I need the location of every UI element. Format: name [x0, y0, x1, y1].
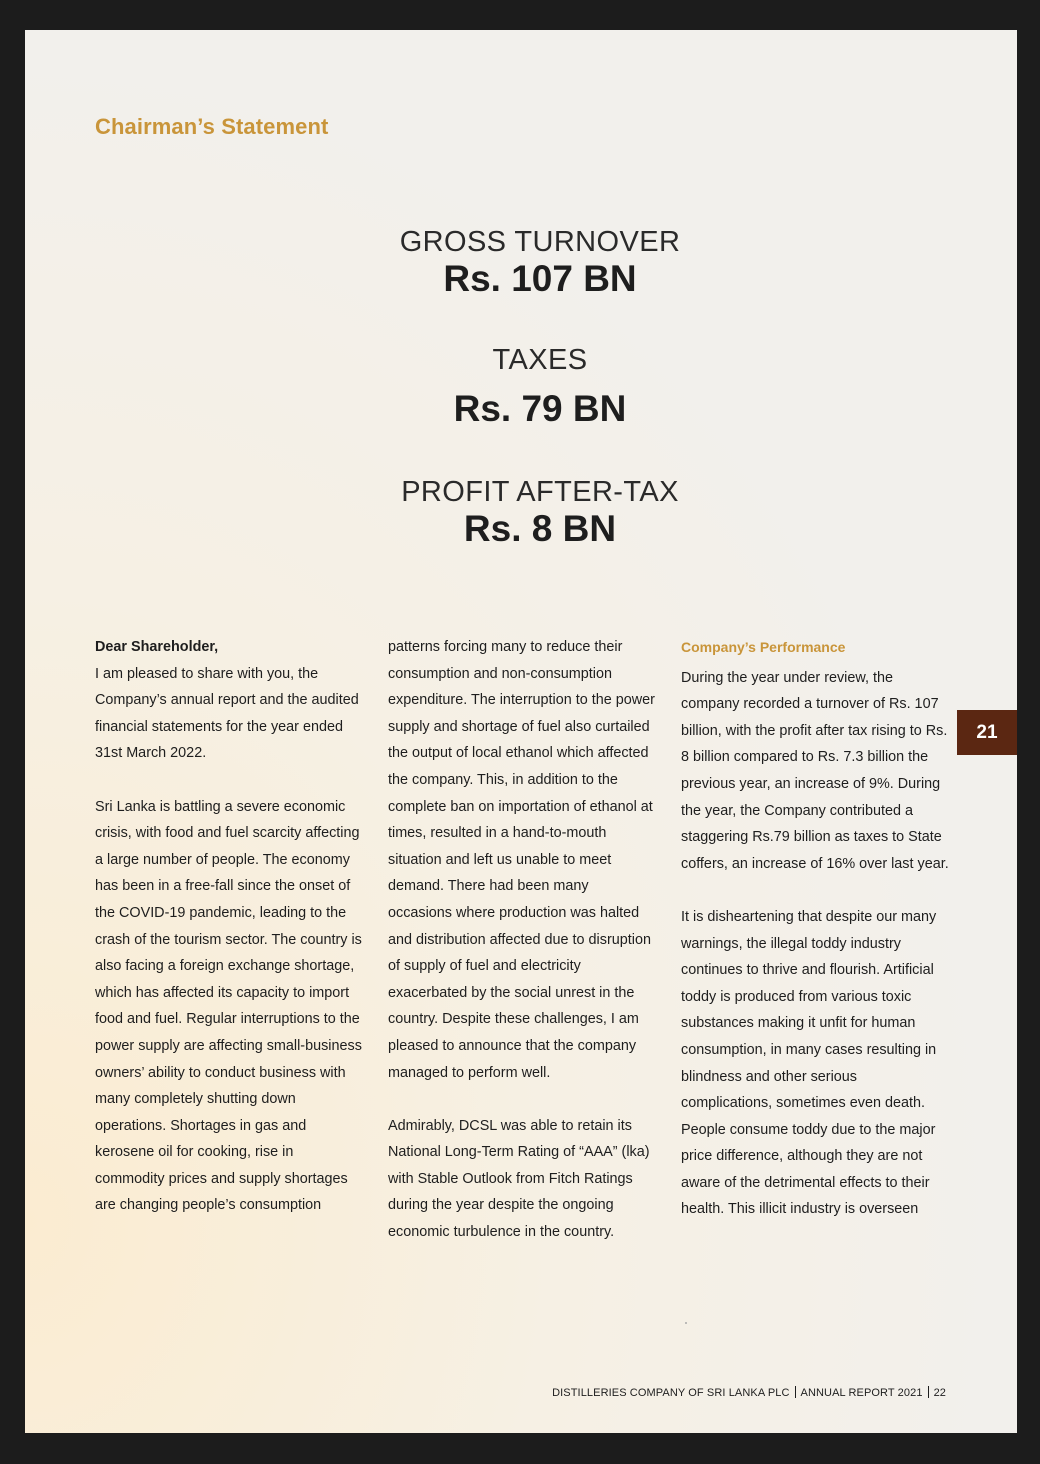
footer-divider — [795, 1386, 796, 1398]
stat-value: Rs. 8 BN — [463, 508, 617, 549]
text-column-2 — [388, 634, 656, 1272]
greeting: Dear Shareholder, — [95, 639, 219, 655]
text-column-3 — [681, 634, 949, 1250]
footer-divider — [928, 1386, 929, 1398]
stat-label: GROSS TURNOVER — [399, 226, 681, 258]
stat-value: Rs. 79 BN — [453, 388, 627, 429]
paragraph: During the year under review, the company recorded a turnover of Rs. 107 billion, with the profit after tax rising to Rs. 8 billion compared to Rs. 7.3 billion the previous year, an increase of 9%. During the year, the Company contributed a staggering Rs.79 billion as taxes to State coffers, an increase of 16% over last year. — [681, 669, 949, 872]
section-title: Chairman’s Statement — [95, 114, 329, 139]
text-column-1 — [95, 634, 363, 1246]
stat-label: PROFIT AFTER-TAX — [401, 476, 679, 508]
column-heading: Company’s Performance — [681, 639, 846, 655]
page-footer — [552, 1386, 946, 1399]
stat-gross-turnover — [25, 226, 1017, 300]
footer-company: DISTILLERIES COMPANY OF SRI LANKA PLC — [552, 1387, 790, 1399]
footer-page-number: 22 — [933, 1387, 946, 1399]
document-page — [25, 30, 1017, 1433]
paragraph: I am pleased to share with you, the Company’s annual report and the audited financial statements for the year ended 31st March 2022. — [95, 665, 359, 762]
paragraph: Admirably, DCSL was able to retain its National Long-Term Rating of “AAA” (lka) with Stable Outlook from Fitch Ratings during the year despite the ongoing economic turbulence in the country. — [388, 1117, 650, 1241]
page-tab: 21 — [957, 710, 1017, 755]
paragraph: patterns forcing many to reduce their consumption and non-consumption expenditure. The interruption to the power supply and shortage of fuel also curtailed the output of local ethanol which affected the company. This, in addition to the complete ban on importation of ethanol at times, resulted in a hand-to-mouth situation and left us unable to meet demand. There had been many occasions where production was halted and distribution affected due to disruption of supply of fuel and electricity exacerbated by the social unrest in the country. Despite these challenges, I am pleased to announce that the company managed to perform well. — [388, 639, 655, 1081]
stat-profit-after-tax — [25, 476, 1017, 550]
footer-report: ANNUAL REPORT 2021 — [800, 1387, 923, 1399]
stat-label: TAXES — [492, 344, 588, 376]
stat-value: Rs. 107 BN — [443, 258, 637, 299]
paragraph: It is disheartening that despite our many warnings, the illegal toddy industry continues to thrive and flourish. Artificial toddy is produced from various toxic substances making it unfit for human consumption, in many cases resulting in blindness and other serious complications, sometimes even death. People consume toddy due to the major price difference, although they are not aware of the detrimental effects to their health. This illicit industry is overseen — [681, 908, 937, 1218]
stat-taxes — [25, 344, 1017, 430]
speck — [685, 1322, 687, 1324]
paragraph: Sri Lanka is battling a severe economic crisis, with food and fuel scarcity affecting a large number of people. The economy has been in a free-fall since the onset of the COVID-19 pandemic, leading to the crash of the tourism sector. The country is also facing a foreign exchange shortage, which has affected its capacity to import food and fuel. Regular interruptions to the power supply are affecting small-business owners’ ability to conduct business with many completely shutting down operations. Shortages in gas and kerosene oil for cooking, rise in commodity prices and supply shortages are changing people’s consumption — [95, 798, 362, 1214]
